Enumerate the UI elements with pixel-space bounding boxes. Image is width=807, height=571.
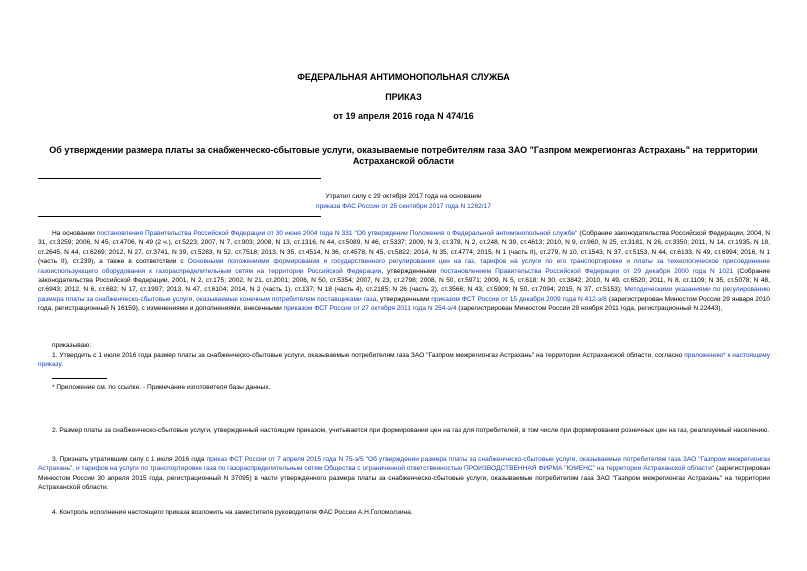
document-type: ПРИКАЗ (385, 92, 422, 102)
preamble-text: , утвержденными (381, 267, 441, 275)
item-3 (38, 455, 770, 493)
divider-top (38, 178, 321, 179)
link-methodical-guidelines[interactable]: Методическими указаниями по регулированию размера платы за снабженческо-сбытовые услуги, оказываемые конечным потребителям поставщиками газа (38, 286, 770, 303)
preamble-text: , утвержденными (376, 295, 432, 303)
order-word: приказываю: (52, 342, 92, 349)
status-line1: Утратил силу с 29 октября 2017 года на основании (325, 193, 482, 200)
link-appendix[interactable]: приложению* к настоящему приказу (38, 352, 770, 369)
link-fst-order-254[interactable]: приказом ФСТ России от 27 октября 2011 года N 254-э/4 (283, 305, 457, 313)
document-title-line2: Астраханской области (352, 156, 455, 166)
link-basic-provisions[interactable]: Основными положениями формирования и государственного регулирования цен на газ, тарифов на услуги по его транспортировке и платы за технологическое присоединение газоиспользующего оборудования к газораспределительным сетям на территории Российской Федерации (38, 258, 770, 275)
link-fst-order-412[interactable]: приказом ФСТ России от 15 декабря 2009 года N 412-э/8 (431, 295, 607, 303)
preamble-text: (Собрание законодательства Российской Федерации, 2001, N 2, ст.175; 2002, N 21, ст.2001; 2006, N 50, ст.5354; 2007, N 23, ст.2798; 2008, N 50, ст.5971; 2009, N 5, ст.618; N 30, ст.3842; 2010, N 49, ст.6520; 2011, N 8, ст.1109; N 35, ст.5078; N 48, ст.6943; 2012, N 6, ст.682; N 17, ст.1997; 2013, N 47, ст.6104; 2014, N 2 (часть 1), ст.137; N 18 (часть 4), ст.2185; N 26 (часть 2), ст.3566; N 43, ст.5909; N 50, ст.7094; 2015, N 37, ст.5153); (38, 267, 771, 294)
divider-bottom (38, 216, 321, 217)
document-title-line1: Об утверждении размера платы за снабженческо-сбытовые услуги, оказываемые потребителям газа ЗАО "Газпром межрегионгаз Астрахань" на территории (49, 145, 758, 155)
footnote-divider (52, 378, 107, 379)
item-3-text: (зарегистрирован Минюстом России 30 апреля 2015 года, регистрационный N 37095) в части утвержденного размера платы за снабженческо-сбытовые услуги, оказываемые потребителям газа ЗАО "Газпром межрегионгаз Астрахань" на территории Астраханской области. (38, 465, 770, 492)
link-fas-regulation[interactable]: постановления Правительства Российской Федерации от 30 июня 2004 года N 331 "Об утверждении Положения о Федеральной антимонопольной службе" (96, 230, 578, 237)
preamble-text: (Собрание законодательства Российской Федерации, 2004, N 31, ст.3259; 2006, N 45, ст.4706, N 49 (2 ч.), ст.5223; 2007, N 7, ст.903; 2008, N 13, ст.1316, N 44, ст.5089, N 46, ст.5337; 2009, N 3, ст.378, N 2, ст.248, N 39, ст.4613; 2010, N 9, ст.960, N 25, ст.3181, N 26, ст.3350; 2011, N 14, ст.1935, N 18, ст.2645, N 44, ст.6269; 2012, N 27, ст.3741, N 39, ст.5283, N 52, ст.7518; 2013, N 35, ст.4514, N 36, ст.4578, N 45, ст.5822; 2014, N 35, ст.4774; 2015, N 1 (часть II), ст.279, N 10, ст.1543, N 37, ст.5153, N 44, ст.6133, N 49, ст.6994; 2016, N 1 (часть II), ст.239), а также в соответствии с (38, 230, 770, 266)
agency-name: ФЕДЕРАЛЬНАЯ АНТИМОНОПОЛЬНАЯ СЛУЖБА (297, 72, 510, 82)
preamble-paragraph (38, 229, 770, 314)
item-2: 2. Размер платы за снабженческо-сбытовые услуги, утвержденный настоящим приказом, учитывается при формировании цен на газ для потребителей, в том числе при формировании розничных цен на газ, реализуемый населению. (52, 427, 770, 434)
preamble-text: На основании (52, 230, 97, 237)
link-government-decree-1021[interactable]: постановлением Правительства Российской Федерации от 29 декабря 2000 года N 1021 (440, 267, 734, 275)
footnote: * Приложение см. по ссылке. - Примечание изготовителя базы данных. (52, 384, 271, 391)
link-fst-order-75[interactable]: приказ ФСТ России от 7 апреля 2015 года N 75-э/5 "Об утверждении размера платы за снабженческо-сбытовые услуги, оказываемые потребителям газа ЗАО "Газпром межрегионгаз Астрахань", и тарифов на услуги по транспортировке газа по газораспределительным сетям Общества с ограниченной ответственностью ПРОИЗВОДСТВЕННАЯ ФИРМА "ЮМЕНС" на территории Астраханской области" (38, 456, 770, 473)
item-3-text: 3. Признать утратившим силу с 1 июля 2016 года (52, 456, 207, 463)
preamble-text: (зарегистрирован Минюстом России 29 ноября 2011 года, регистрационный N 22443), (456, 305, 723, 313)
item-1-text: . (61, 361, 63, 369)
preamble-text: (зарегистрирован Минюстом России 29 января 2010 года, регистрационный N 16159), с изменениями и дополнениями, внесенными (38, 295, 770, 313)
document-date-number: от 19 апреля 2016 года N 474/16 (333, 111, 474, 121)
item-1 (38, 351, 770, 370)
item-4: 4. Контроль исполнения настоящего приказа возложить на заместителя руководителя ФАС России А.Н.Голомолзина. (52, 509, 413, 516)
item-1-text: 1. Утвердить с 1 июля 2016 года размер платы за снабженческо-сбытовые услуги, оказываемые потребителям газа ЗАО "Газпром межрегионгаз Астрахань" на территории Астраханской области, согласно (52, 352, 685, 359)
status-line2-link[interactable]: приказа ФАС России от 25 сентября 2017 года N 1262/17 (316, 203, 491, 210)
